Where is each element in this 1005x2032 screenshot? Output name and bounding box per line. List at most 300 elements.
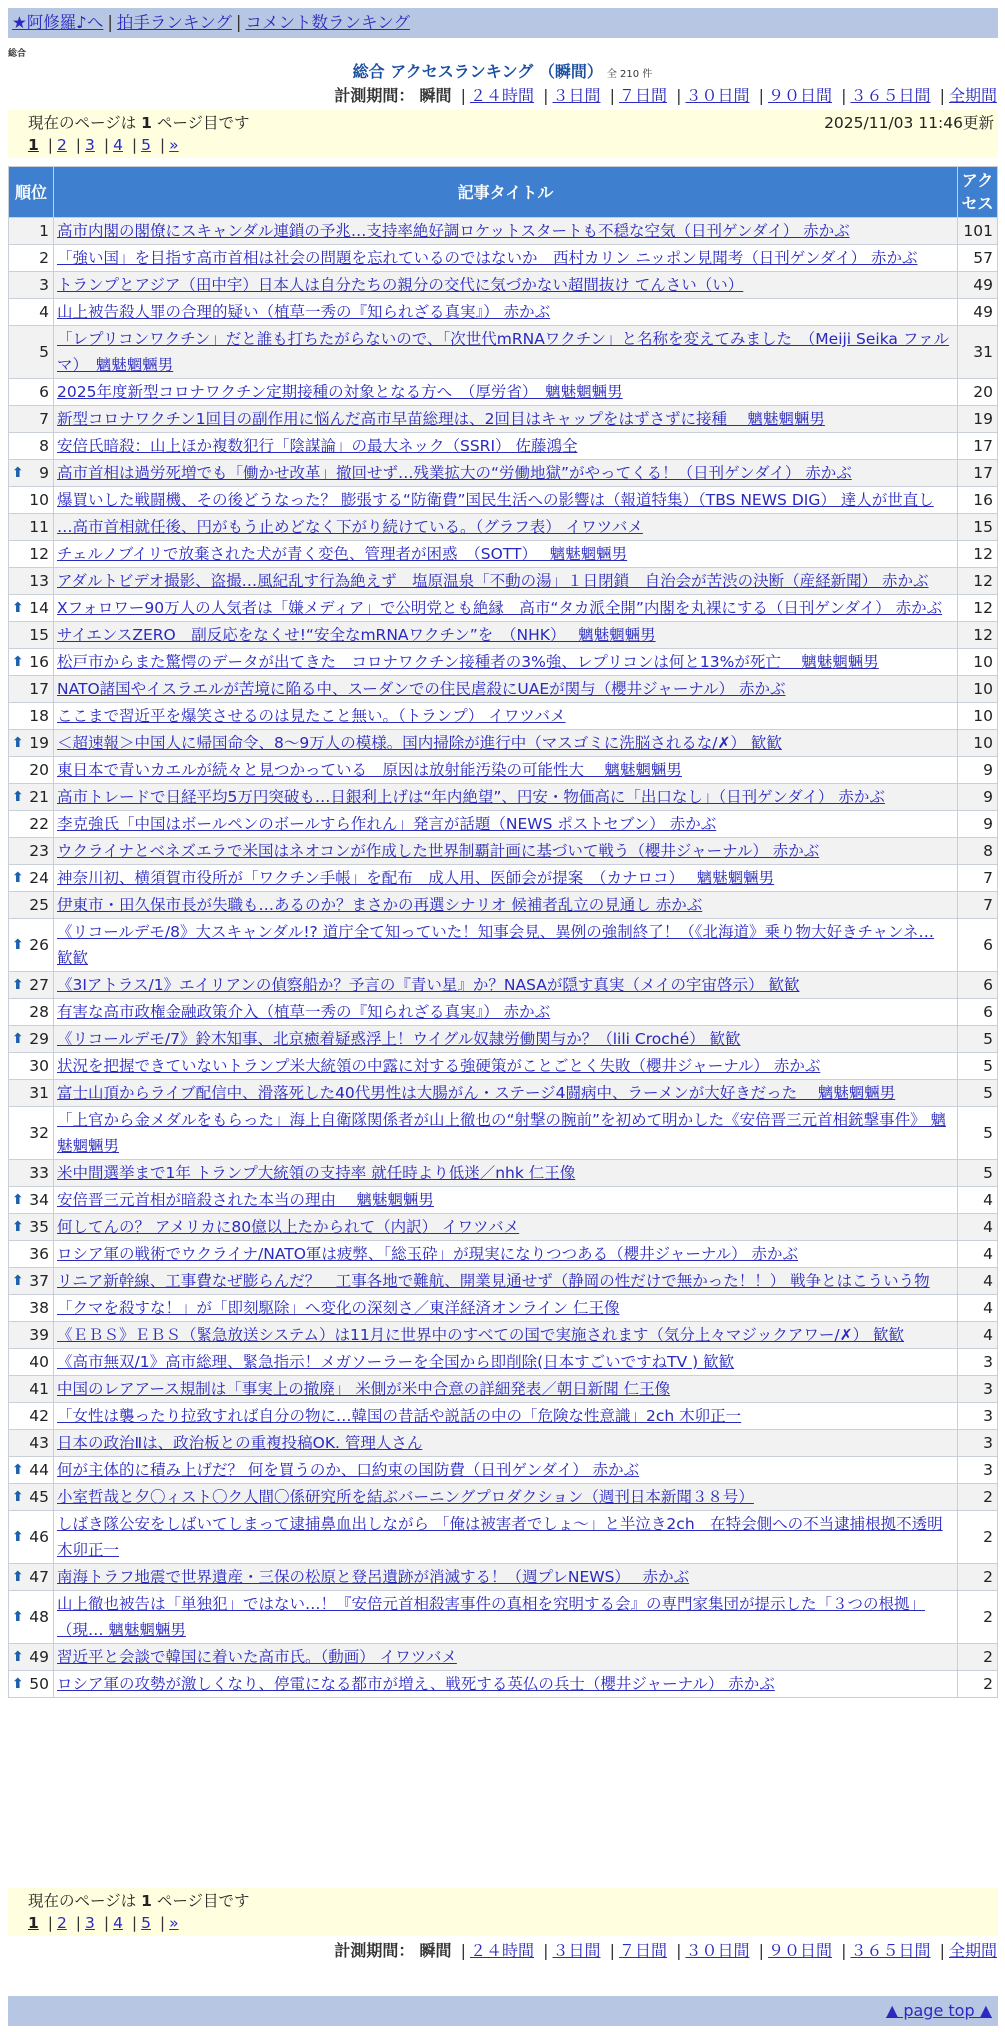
rank-up-arrow-icon: ⬆ [12,654,24,670]
title-cell [54,622,958,649]
article-title-link[interactable]: 東日本で青いカエルが続々と見つかっている 原因は放射能汚染の可能性大 魑魅魍魎男 [57,761,682,779]
article-title-link[interactable]: 「クマを殺すな！」が「即刻駆除」へ変化の深刻さ／東洋経済オンライン 仁王像 [57,1299,620,1317]
nav-separator: | [235,13,242,32]
table-row [9,730,998,757]
title-cell [54,299,958,326]
rank-number: 24 [29,869,49,887]
article-title-link[interactable]: 何が主体的に積み上げだ？ 何を買うのか、口約束の国防費（日刊ゲンダイ） 赤かぶ [57,1461,640,1479]
rank-number: 39 [29,1326,49,1344]
title-cell [54,568,958,595]
rank-cell [9,1671,54,1698]
rank-number: 25 [29,896,49,914]
title-cell [54,1026,958,1053]
title-cell [54,838,958,865]
period-link-30d[interactable]: ３０日間 [685,86,750,105]
table-row [9,460,998,487]
title-cell [54,1187,958,1214]
access-count: 5 [958,1053,998,1080]
table-row [9,703,998,730]
rank-number: 5 [39,343,49,361]
table-row [9,865,998,892]
rank-up-arrow-icon: ⬆ [12,1649,24,1665]
period-link-365d[interactable]: ３６５日間 [850,86,931,105]
article-title-link[interactable]: トランプとアジア（田中宇）日本人は自分たちの親分の交代に気づかない超間抜け てんさい（い） [57,276,744,294]
article-title-link[interactable]: アダルトビデオ撮影、盗撮…風紀乱す行為絶えず 塩原温泉「不動の湯」１日閉鎖 自治会が苦渋の決断（産経新聞） 赤かぶ [57,572,929,590]
period-separator: | [841,86,847,105]
title-cell [54,972,958,999]
page-separator: | [131,1914,138,1932]
article-title-link[interactable]: ロシア軍の戦術でウクライナ/NATO軍は疲弊、「総玉砕」が現実になりつつある（櫻井ジャーナル） 赤かぶ [57,1245,799,1263]
rank-number: 11 [29,518,49,536]
rank-cell [9,541,54,568]
rank-number: 18 [29,707,49,725]
rank-up-arrow-icon: ⬆ [12,870,24,886]
article-title-link[interactable]: 「レプリコンワクチン」だと誰も打ちたがらないので、「次世代mRNAワクチン」と名称を変えてみました （Meiji Seika ファルマ） 魑魅魍魎男 [57,330,950,374]
access-count: 12 [958,568,998,595]
title-cell [54,703,958,730]
period-link-7d[interactable]: ７日間 [618,86,667,105]
access-count: 12 [958,595,998,622]
rank-up-arrow-icon: ⬆ [12,465,24,481]
access-count: 4 [958,1268,998,1295]
access-count: 5 [958,1026,998,1053]
article-title-link[interactable]: 爆買いした戦闘機、その後どうなった？ 膨張する“防衛費”国民生活への影響は（報道特集）（TBS NEWS DIG） 達人が世直し [57,491,934,509]
rank-cell [9,730,54,757]
article-title-link[interactable]: ＜超速報＞中国人に帰国命令、8～9万人の模様。国内掃除が進行中（マスゴミに洗脳されるな/✗） 歓歓 [57,734,782,752]
page-link-3[interactable]: 3 [85,136,95,154]
article-title-link[interactable]: 《3Iアトラス/1》エイリアンの偵察船か？予言の『青い星』か？NASAが隠す真実（メイの宇宙啓示） 歓歓 [57,976,800,994]
table-row [9,1295,998,1322]
rank-cell [9,1107,54,1160]
rank-number: 13 [29,572,49,590]
article-title-link[interactable]: 《高市無双/1》高市総理、緊急指示！メガソーラーを全国から即削除(日本すごいですねTV ) 歓歓 [57,1353,735,1371]
table-row [9,1026,998,1053]
title-cell [54,1511,958,1564]
access-count: 2 [958,1511,998,1564]
table-row [9,838,998,865]
period-separator: | [939,86,945,105]
period-link-30d[interactable]: ３０日間 [685,1941,750,1960]
rank-cell [9,245,54,272]
rank-cell [9,703,54,730]
rank-number: 16 [29,653,49,671]
page-separator: | [159,1914,166,1932]
table-row [9,1214,998,1241]
rank-number: 31 [29,1084,49,1102]
title-cell [54,1053,958,1080]
rank-number: 44 [29,1461,49,1479]
page-link-5[interactable]: 5 [141,136,151,154]
title-cell [54,514,958,541]
rank-up-arrow-icon: ⬆ [12,789,24,805]
period-link-24h[interactable]: ２４時間 [469,86,534,105]
article-title-link[interactable]: 有害な高市政権金融政策介入（植草一秀の『知られざる真実』） 赤かぶ [57,1003,551,1021]
access-count: 10 [958,703,998,730]
article-title-link[interactable]: 山上被告殺人罪の合理的疑い（植草一秀の『知られざる真実』） 赤かぶ [57,303,551,321]
page-separator: | [103,136,110,154]
page-separator: | [159,136,166,154]
article-title-link[interactable]: 安倍晋三元首相が暗殺された本当の理由 魑魅魍魎男 [57,1191,434,1209]
period-selector-bottom [334,1941,997,1961]
rank-up-arrow-icon: ⬆ [12,1219,24,1235]
period-label: 計測期間： [334,1941,415,1960]
rank-number: 12 [29,545,49,563]
article-title-link[interactable]: ロシア軍の攻勢が激しくなり、停電になる都市が増え、戦死する英仏の兵士（櫻井ジャーナル） 赤かぶ [57,1675,775,1693]
rank-number: 47 [29,1568,49,1586]
rank-cell [9,1026,54,1053]
rank-number: 2 [39,249,49,267]
table-row [9,326,998,379]
rank-up-arrow-icon: ⬆ [12,1192,24,1208]
page-status-suffix: ページ目です [151,114,250,132]
rank-cell [9,999,54,1026]
period-selector-top [334,86,997,106]
article-title-link[interactable]: 伊東市・田久保市長が失職も…あるのか？まさかの再選シナリオ 候補者乱立の見通し 赤かぶ [57,896,703,914]
article-title-link[interactable]: 山上徹也被告は「単独犯」ではない…！『安倍元首相殺害事件の真相を究明する会』の専門家集団が提示した「３つの根拠」（現… 魑魅魍魎男 [57,1595,926,1639]
article-title-link[interactable]: 李克強氏「中国はボールペンのボールすら作れん」発言が話題（NEWS ポストセブン） 赤かぶ [57,815,717,833]
table-row [9,1430,998,1457]
table-row [9,541,998,568]
period-link-3d[interactable]: ３日間 [552,1941,601,1960]
title-cell [54,892,958,919]
table-row [9,1591,998,1644]
page-link-5[interactable]: 5 [141,1914,151,1932]
table-row [9,811,998,838]
access-count: 20 [958,379,998,406]
table-row [9,1160,998,1187]
period-separator: | [543,86,549,105]
rank-number: 45 [29,1488,49,1506]
table-row [9,757,998,784]
page-link-current: 1 [28,136,39,154]
access-count: 15 [958,514,998,541]
page-links [28,134,978,156]
rank-number: 23 [29,842,49,860]
nav-link-asyura[interactable]: ★阿修羅♪へ [12,13,104,32]
table-row [9,568,998,595]
rank-cell [9,460,54,487]
page-link-4[interactable]: 4 [113,1914,123,1932]
period-current: 瞬間 [419,86,452,105]
rank-number: 48 [29,1608,49,1626]
rank-cell [9,568,54,595]
rank-up-arrow-icon: ⬆ [12,1529,24,1545]
period-link-365d[interactable]: ３６５日間 [850,1941,931,1960]
article-title-link[interactable]: 新型コロナワクチン1回目の副作用に悩んだ高市早苗総理は、2回目はキャップをはずさずに接種 魑魅魍魎男 [57,410,825,428]
title-cell [54,811,958,838]
rank-number: 17 [29,680,49,698]
title-cell [54,649,958,676]
table-row [9,1484,998,1511]
table-row [9,514,998,541]
access-count: 12 [958,622,998,649]
rank-number: 22 [29,815,49,833]
article-title-link[interactable]: 高市内閣の閣僚にスキャンダル連鎖の予兆…支持率絶好調ロケットスタートも不穏な空気（日刊ゲンダイ） 赤かぶ [57,222,850,240]
rank-up-arrow-icon: ⬆ [12,1609,24,1625]
article-title-link[interactable]: ウクライナとベネズエラで米国はネオコンが作成した世界制覇計画に基づいて戦う（櫻井ジャーナル） 赤かぶ [57,842,820,860]
nav-link-comment-ranking[interactable]: コメント数ランキング [245,13,410,32]
ranking-table-body [9,218,998,1698]
rank-number: 10 [29,491,49,509]
article-title-link[interactable]: 「女性は襲ったり拉致すれば自分の物に…韓国の昔話や説話の中の「危険な性意識」2ch 木卯正一 [57,1407,742,1425]
title-cell [54,245,958,272]
page-link-4[interactable]: 4 [113,136,123,154]
rank-number: 15 [29,626,49,644]
article-title-link[interactable]: しばき隊公安をしばいてしまって逮捕鼻血出しながら 「俺は被害者でしょ～」と半泣き2ch 在特会側への不当逮捕根拠不透明 木卯正一 [57,1515,943,1559]
access-count: 3 [958,1349,998,1376]
table-row [9,1241,998,1268]
rank-number: 7 [39,410,49,428]
article-title-link[interactable]: NATO諸国やイスラエルが苦境に陥る中、スーダンでの住民虐殺にUAEが関与（櫻井ジャーナル） 赤かぶ [57,680,786,698]
rank-up-arrow-icon: ⬆ [12,1031,24,1047]
table-row [9,1053,998,1080]
title-cell [54,1430,958,1457]
title-cell [54,1484,958,1511]
rank-number: 20 [29,761,49,779]
title-cell [54,460,958,487]
article-title-link[interactable]: 富士山頂からライブ配信中、滑落死した40代男性は大腸がん・ステージ4闘病中、ラーメンが大好きだった 魑魅魍魎男 [57,1084,896,1102]
table-row [9,1187,998,1214]
period-link-3d[interactable]: ３日間 [552,86,601,105]
article-title-link[interactable]: リニア新幹線、工事費なぜ膨らんだ？ 工事各地で難航、開業見通せず（静岡の性だけで無かった！！） 戦争とはこういう物 [57,1272,930,1290]
article-title-link[interactable]: 日本の政治Ⅱは、政治板との重複投稿OK. 管理人さん [57,1434,423,1452]
table-row [9,487,998,514]
table-row [9,1268,998,1295]
page-separator: | [131,136,138,154]
access-count: 6 [958,919,998,972]
article-title-link[interactable]: 高市トレードで日経平均5万円突破も…日銀利上げは“年内絶望”、円安・物価高に「出口なし」（日刊ゲンダイ） 赤かぶ [57,788,885,806]
rank-cell [9,487,54,514]
title-cell [54,1403,958,1430]
rank-cell [9,1214,54,1241]
article-title-link[interactable]: ここまで習近平を爆笑させるのは見たこと無い。（トランプ） イワツバメ [57,707,566,725]
table-row [9,1564,998,1591]
page-status-text [28,1890,978,1912]
access-count: 8 [958,838,998,865]
rank-cell [9,1349,54,1376]
table-row [9,272,998,299]
table-row [9,1322,998,1349]
table-row [9,919,998,972]
rank-number: 43 [29,1434,49,1452]
title-cell [54,1107,958,1160]
table-row [9,1107,998,1160]
period-link-90d[interactable]: ９０日間 [767,1941,832,1960]
rank-cell [9,1644,54,1671]
access-count: 19 [958,406,998,433]
header-rank: 順位 [9,167,54,218]
rank-cell [9,757,54,784]
article-title-link[interactable]: 米中間選挙まで1年 トランプ大統領の支持率 就任時より低迷／nhk 仁王像 [57,1164,576,1182]
access-count: 5 [958,1160,998,1187]
title-cell [54,1160,958,1187]
page-status-number: 1 [141,114,152,132]
page-link-2[interactable]: 2 [56,1914,67,1932]
period-separator: | [841,1941,847,1960]
title-cell [54,1457,958,1484]
page-link-next[interactable]: » [169,136,179,154]
table-row [9,1644,998,1671]
rank-number: 46 [29,1528,49,1546]
title-cell [54,218,958,245]
access-count: 16 [958,487,998,514]
title-cell [54,919,958,972]
rank-number: 32 [29,1124,49,1142]
article-title-link[interactable]: 安倍氏暗殺：山上ほか複数犯行「陰謀論」の最大ネック（SSRI） 佐藤鴻全 [57,437,578,455]
access-count: 9 [958,757,998,784]
period-separator: | [460,86,466,105]
updated-timestamp: 2025/11/03 11:46更新 [824,114,994,132]
page-link-3[interactable]: 3 [85,1914,95,1932]
period-link-all[interactable]: 全期間 [948,1941,997,1960]
access-count: 10 [958,730,998,757]
article-title-link[interactable]: 《リコールデモ/8》大スキャンダル!? 道庁全て知っていた！知事会見、異例の強制終了！（《北海道》乗り物大好きチャンネ… 歓歓 [57,923,935,967]
period-link-all[interactable]: 全期間 [948,86,997,105]
page-title [0,62,1005,85]
access-count: 9 [958,811,998,838]
rank-cell [9,972,54,999]
access-count: 6 [958,972,998,999]
rank-number: 33 [29,1164,49,1182]
article-title-link[interactable]: 習近平と会談で韓国に着いた高市氏。（動画） イワツバメ [57,1648,457,1666]
article-title-link[interactable]: 2025年度新型コロナワクチン定期接種の対象となる方へ （厚労省） 魑魅魍魎男 [57,383,623,401]
pagination-top [8,110,998,158]
page-separator: | [103,1914,110,1932]
table-row [9,1349,998,1376]
period-separator: | [758,1941,764,1960]
title-cell [54,1644,958,1671]
title-cell [54,784,958,811]
period-link-7d[interactable]: ７日間 [618,1941,667,1960]
rank-up-arrow-icon: ⬆ [12,1489,24,1505]
rank-cell [9,1187,54,1214]
rank-cell [9,272,54,299]
page-links [28,1912,978,1934]
rank-cell [9,1484,54,1511]
rank-cell [9,1376,54,1403]
title-cell [54,272,958,299]
rank-cell [9,406,54,433]
table-row [9,299,998,326]
article-title-link[interactable]: 松戸市からまた驚愕のデータが出てきた コロナワクチン接種者の3%強、レプリコンは何と13%が死亡 魑魅魍魎男 [57,653,879,671]
page-link-next[interactable]: » [169,1914,179,1932]
page-separator: | [75,1914,82,1932]
rank-cell [9,865,54,892]
rank-cell [9,433,54,460]
access-count: 3 [958,1376,998,1403]
title-cell [54,406,958,433]
article-title-link[interactable]: 《ＥＢＳ》ＥＢＳ（緊急放送システム）は11月に世界中のすべての国で実施されます（気分上々マジックアワー/✗） 歓歓 [57,1326,905,1344]
period-link-90d[interactable]: ９０日間 [767,86,832,105]
page-separator: | [47,1914,53,1932]
table-row [9,1376,998,1403]
article-title-link[interactable]: 小室哲哉と夕〇ィスト〇ク人間〇係研究所を結ぶバーニングプロダクション（週刊日本新聞３８号） [57,1488,754,1506]
article-title-link[interactable]: 「強い国」を目指す高市首相は社会の問題を忘れているのではないか 西村カリン ニッポン見聞考（日刊ゲンダイ） 赤かぶ [57,249,918,267]
table-row [9,406,998,433]
rank-number: 8 [39,437,49,455]
title-cell [54,1322,958,1349]
rank-number: 42 [29,1407,49,1425]
title-cell [54,1564,958,1591]
table-row [9,676,998,703]
access-count: 2 [958,1644,998,1671]
page-separator: | [47,136,53,154]
article-title-link[interactable]: 何してんの？ アメリカに80億以上たかられて（内訳） イワツバメ [57,1218,520,1236]
article-title-link[interactable]: Xフォロワー90万人の人気者は「嫌メディア」で公明党とも絶縁 高市“タカ派全開”内閣を丸裸にする（日刊ゲンダイ） 赤かぶ [57,599,943,617]
access-count: 10 [958,676,998,703]
rank-cell [9,1511,54,1564]
rank-cell [9,595,54,622]
rank-number: 36 [29,1245,49,1263]
article-title-link[interactable]: 「上官から金メダルをもらった」海上自衛隊関係者が山上徹也の“射撃の腕前”を初めて明かした《安倍晋三元首相銃撃事件》 魑魅魍魎男 [57,1111,946,1155]
article-title-link[interactable]: サイエンスZERO 副反応をなくせ!“安全なmRNAワクチン”を （NHK） 魑魅魍魎男 [57,626,656,644]
rank-cell [9,1080,54,1107]
article-title-link[interactable]: 状況を把握できていないトランプ米大統領の中露に対する強硬策がことごとく失敗（櫻井ジャーナル） 赤かぶ [57,1057,821,1075]
table-row [9,1671,998,1698]
title-cell [54,326,958,379]
article-title-link[interactable]: 《リコールデモ/7》鈴木知事、北京癒着疑惑浮上！ウイグル奴隷労働関与か？（lili Croché） 歓歓 [57,1030,741,1048]
rank-number: 21 [29,788,49,806]
article-title-link[interactable]: チェルノブイリで放棄された犬が青く変色、管理者が困惑 （SOTT） 魑魅魍魎男 [57,545,628,563]
table-row [9,1403,998,1430]
table-row [9,892,998,919]
rank-cell [9,1430,54,1457]
rank-cell [9,379,54,406]
page-separator: | [75,136,82,154]
title-cell [54,865,958,892]
table-row [9,595,998,622]
rank-number: 14 [29,599,49,617]
article-title-link[interactable]: 南海トラフ地震で世界遺産・三保の松原と登呂遺跡が消滅する！（週プレNEWS） 赤かぶ [57,1568,690,1586]
period-separator: | [543,1941,549,1960]
title-cell [54,1591,958,1644]
title-cell [54,676,958,703]
title-cell [54,1295,958,1322]
title-cell [54,1241,958,1268]
period-separator: | [609,1941,615,1960]
article-title-link[interactable]: 高市首相は過労死増でも「働かせ改革」撤回せず…残業拡大の“労働地獄”がやってくる！（日刊ゲンダイ） 赤かぶ [57,464,852,482]
title-cell [54,541,958,568]
nav-link-clap-ranking[interactable]: 拍手ランキング [116,13,232,32]
article-title-link[interactable]: 中国のレアアース規制は「事実上の撤廃」 米側が米中合意の詳細発表／朝日新聞 仁王像 [57,1380,671,1398]
page-link-2[interactable]: 2 [56,136,67,154]
article-title-link[interactable]: …高市首相就任後、円がもう止めどなく下がり続けている。（グラフ表） イワツバメ [57,518,643,536]
title-cell [54,433,958,460]
title-cell [54,1376,958,1403]
title-cell [54,757,958,784]
access-count: 10 [958,649,998,676]
ranking-table [8,166,998,1698]
period-link-24h[interactable]: ２４時間 [469,1941,534,1960]
top-nav-bar [8,8,998,38]
pagination-bottom [8,1888,998,1936]
article-title-link[interactable]: 神奈川初、横須賀市役所が「ワクチン手帳」を配布 成人用、医師会が提案 （カナロコ） 魑魅魍魎男 [57,869,775,887]
title-cell [54,999,958,1026]
table-row [9,1457,998,1484]
table-header-row [9,167,998,218]
title-cell [54,1268,958,1295]
header-title: 記事タイトル [54,167,958,218]
access-count: 2 [958,1564,998,1591]
page-status-number: 1 [141,1892,152,1910]
rank-cell [9,1053,54,1080]
page-top-link[interactable]: ▲ page top ▲ [885,2001,992,2020]
period-separator: | [758,86,764,105]
access-count: 49 [958,272,998,299]
rank-number: 1 [39,222,49,240]
rank-number: 34 [29,1191,49,1209]
period-label: 計測期間： [334,86,415,105]
